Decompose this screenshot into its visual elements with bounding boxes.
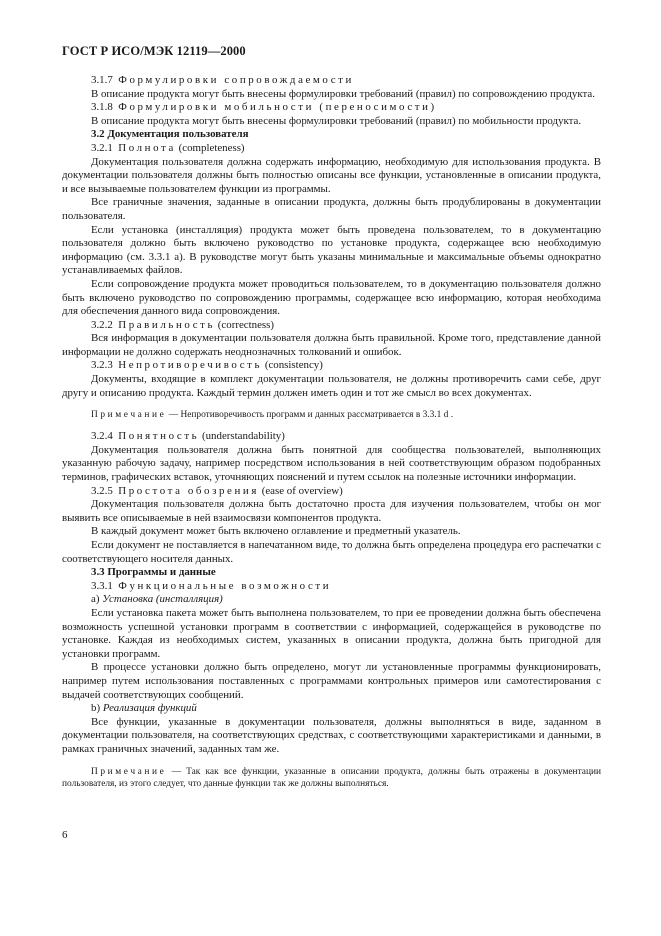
paragraph: В процессе установки должно быть определено, могут ли установленные программы функционировать, например путем использования поставленных с программами контрольных примеров или самотестирования с выдачей соответствующих сообщений. [62, 661, 601, 701]
paragraph: Если установка пакета может быть выполнена пользователем, то при ее проведении должна быть обеспечена возможность успешной установки программ в соответствии с информацией, содержащейся в руководстве по установке. Каждая из необходимых систем, указанных в описании продукта, должна быть пригодной для установки программ. [62, 606, 601, 660]
list-item-title: Реализация функций [102, 702, 197, 715]
list-item-title: Установка (инсталляция) [102, 593, 223, 606]
section-number: 3.2.2 [91, 318, 113, 331]
section-heading-3-2-2 [62, 319, 601, 333]
note [62, 766, 601, 790]
section-title: Простота обозрения [118, 484, 259, 497]
list-letter: а) [91, 593, 100, 606]
section-title: Правильность [118, 318, 216, 331]
paragraph: Все функции, указанные в документации пользователя, должны выполняться в виде, заданном в документации пользователя, на соответствующих средствах, с соответствующими характеристиками и данными, в рамках граничных значений, заданных там же. [62, 715, 601, 755]
section-number: 3.2.1 [91, 141, 113, 154]
paragraph: Документация пользователя должна быть понятной для сообщества пользователей, выполняющих указанную рабочую задачу, например посредством использования в ней соответствующим образом подобранных терминов, графических вставок, уточняющих пояснений и путем ссылок на полезные источники информации. [62, 443, 601, 484]
paragraph: Все граничные значения, заданные в описании продукта, должны быть продублированы в документации пользователя. [62, 196, 601, 222]
section-heading-3-1-7 [62, 74, 601, 88]
section-title: Формулировки сопровождаемости [118, 74, 354, 86]
section-title: Формулировки мобильности (переносимости) [118, 101, 437, 114]
page-number: 6 [62, 829, 68, 841]
section-term-en: (correctness) [217, 318, 275, 331]
note-text: — Так как все функции, указанные в описании продукта, должны быть отражены в документации пользователя, из этого следует, что данные функции так же должны выполняться. [62, 766, 601, 789]
note-label: Примечание [91, 410, 167, 421]
page-content [62, 74, 601, 790]
section-number: 3.2.3 [91, 359, 113, 372]
section-heading-3-2-3 [62, 359, 601, 373]
paragraph: Если документ не поставляется в напечатанном виде, то должна быть определена процедура его распечатки с соответствующего носителя данных. [62, 539, 601, 565]
section-number: 3.1.7 [91, 74, 113, 86]
section-heading-3-3: 3.3 Программы и данные [91, 566, 216, 579]
paragraph: Если установка (инсталляция) продукта может быть проведена пользователем, то в документацию пользователя должно быть включено руководство по установке продукта, содержащее всю необходимую информацию (см. 3.3.1 а). В руководстве могут быть указаны минимальные и максимальные объемы однократно устанавливаемых файлов. [62, 223, 601, 277]
section-heading-3-1-8 [62, 101, 601, 115]
note-text: — Непротиворечивость программ и данных рассматривается в 3.3.1 d . [166, 410, 454, 421]
section-number: 3.2.5 [91, 484, 113, 497]
section-number: 3.1.8 [91, 101, 113, 114]
section-title: Функциональные возможности [118, 579, 332, 592]
section-heading-3-2-1 [62, 142, 601, 156]
paragraph: Если сопровождение продукта может проводиться пользователем, то в документацию пользователя должно быть включено руководство по сопровождению программы, содержащее всю информацию, которая необходима для обеспечения данного вида сопровождения. [62, 277, 601, 318]
list-item-b [62, 702, 601, 716]
paragraph: В описание продукта могут быть внесены формулировки требований (правил) по мобильности продукта. [91, 114, 582, 127]
note [62, 409, 601, 421]
paragraph: В каждый документ может быть включено оглавление и предметный указатель. [91, 525, 461, 538]
section-term-en: (ease of overview) [261, 484, 343, 497]
paragraph: Вся информация в документации пользователя должна быть правильной. Кроме того, представление данной информации не должно содержать неоднозначных толкований и ошибок. [62, 332, 601, 358]
paragraph: Документация пользователя должна быть достаточно проста для изучения пользователем, чтобы он мог выявить все описываемые в ней взаимосвязи компонентов продукта. [62, 498, 601, 524]
page-header: ГОСТ Р ИСО/МЭК 12119—2000 [62, 44, 246, 58]
section-title: Непротиворечивость [118, 359, 263, 372]
section-number: 3.3.1 [91, 579, 113, 592]
section-term-en: (consistency) [264, 359, 323, 372]
note-label: Примечание [91, 766, 167, 777]
paragraph: Документация пользователя должна содержать информацию, необходимую для использования продукта. В документации пользователя должны быть полностью описаны все функции, установленные в описании продукта, и все вызываемые пользователем функции из программы. [62, 155, 601, 195]
section-heading-3-2-5 [62, 485, 601, 499]
section-heading-3-3-1 [62, 580, 601, 594]
section-term-en: (understandability) [201, 430, 285, 443]
section-heading-3-2: 3.2 Документация пользователя [91, 128, 249, 141]
section-title: Полнота [118, 141, 176, 154]
paragraph: В описание продукта могут быть внесены формулировки требований (правил) по сопровождению продукта. [91, 87, 595, 100]
list-letter: b) [91, 702, 101, 715]
section-term-en: (completeness) [178, 141, 245, 154]
paragraph: Документы, входящие в комплект документации пользователя, не должны противоречить сами себе, друг другу и описанию продукта. Каждый термин должен иметь один и тот же смысл во всех документах. [62, 373, 601, 399]
list-item-a [62, 593, 601, 607]
section-heading-3-2-4 [62, 430, 601, 444]
section-number: 3.2.4 [91, 430, 113, 443]
section-title: Понятность [118, 430, 200, 443]
